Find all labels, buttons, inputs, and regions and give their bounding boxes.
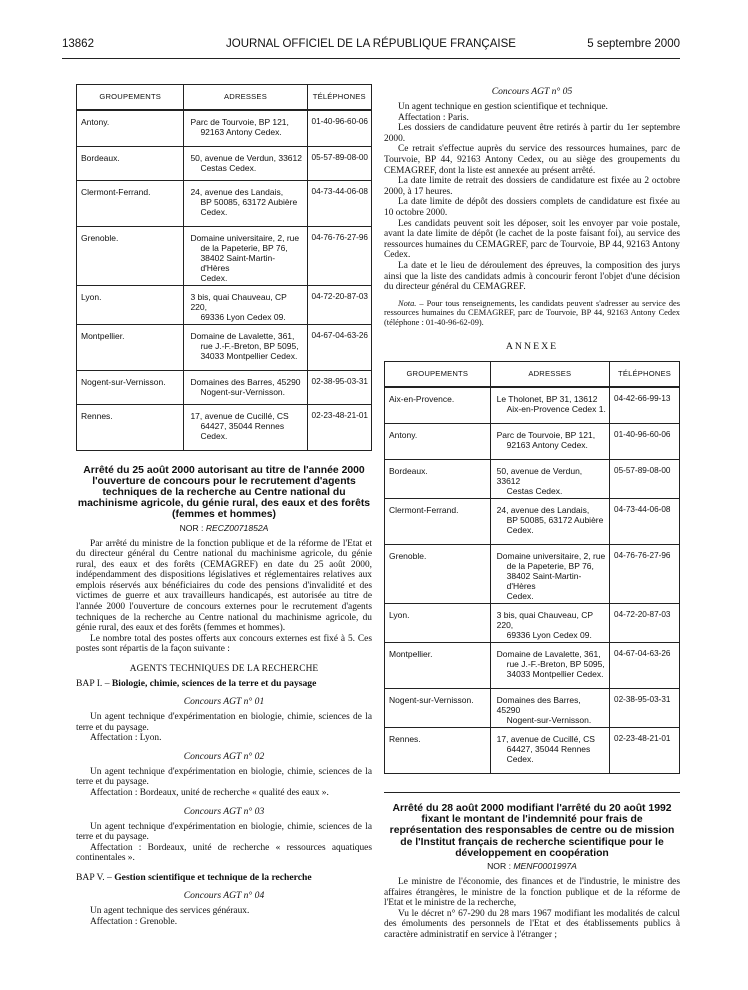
cell-groupement: Antony.	[385, 423, 491, 459]
cell-adresse	[490, 727, 609, 773]
issue-date: 5 septembre 2000	[587, 38, 680, 50]
address-line: 24, avenue des Landais,	[496, 504, 590, 515]
cell-groupement: Grenoble.	[385, 544, 491, 603]
cell-groupement: Lyon.	[385, 603, 491, 642]
cell-groupement: Antony.	[77, 110, 184, 146]
table-row	[385, 727, 680, 773]
concours-05-text: Un agent technique en gestion scientifique et technique.	[398, 102, 608, 112]
address-line: BP 50085, 63172 Aubière	[200, 196, 298, 207]
address-line: Cestas Cedex.	[200, 162, 257, 173]
address-line: Cestas Cedex.	[506, 485, 563, 496]
address-line: de la Papeterie, BP 76,	[506, 560, 594, 571]
concours-02-text: Un agent technique d'expérimentation en biologie, chimie, sciences de la terre et du paysage.	[76, 766, 372, 788]
nor-label: NOR :	[487, 860, 514, 871]
cell-telephone: 02-23-48-21-01	[307, 404, 371, 450]
page-number: 13862	[62, 38, 94, 50]
address-line: Cedex.	[506, 524, 534, 535]
cell-telephone: 02-23-48-21-01	[610, 727, 680, 773]
cell-adresse	[490, 387, 609, 423]
table-row	[77, 180, 372, 226]
address-line: Domaine universitaire, 2, rue	[190, 232, 300, 243]
address-line: rue J.-F.-Breton, BP 5095,	[506, 658, 605, 669]
col-header-adresses: ADRESSES	[184, 85, 307, 111]
right-para-5: Les candidats peuvent soit les déposer, soit les envoyer par voie postale, avant la date limite de dépôt (le cachet de la poste faisant foi), au service des ressources humaines du CEMAGREF, parc de Tourvoie, BP 44, 92163 Antony Cedex.	[384, 218, 680, 261]
table-row	[385, 423, 680, 459]
address-line: Cedex.	[506, 590, 534, 601]
groupements-table-left	[76, 84, 372, 451]
cell-adresse	[184, 370, 307, 404]
concours-04-text: Un agent technique des services généraux.	[90, 905, 250, 916]
arrete-1-title: Arrêté du 25 août 2000 autorisant au titre de l'année 2000 l'ouverture de concours pour le recrutement d'agents techniques de la recherche au Centre national du machinisme agricole, du génie rural, des eaux et des forêts (femmes et hommes)	[77, 464, 371, 521]
cell-adresse	[490, 603, 609, 642]
table-row	[77, 324, 372, 370]
address-line: BP 50085, 63172 Aubière	[506, 514, 604, 525]
col-header-adresses: ADRESSES	[490, 362, 609, 388]
cell-telephone: 04-73-44-06-08	[307, 180, 371, 226]
page-header	[62, 38, 680, 56]
nor-code: RECZ0071852A	[205, 522, 269, 533]
table-row	[77, 404, 372, 450]
cell-telephone: 04-73-44-06-08	[610, 498, 680, 544]
cell-adresse	[490, 688, 609, 727]
cell-telephone: 04-67-04-63-26	[610, 642, 680, 688]
bap-1-heading	[76, 678, 372, 689]
concours-03-text: Un agent technique d'expérimentation en biologie, chimie, sciences de la terre et du paysage.	[76, 821, 372, 843]
col-header-groupements: GROUPEMENTS	[385, 362, 491, 388]
nor-label: NOR :	[179, 522, 206, 533]
cell-adresse	[490, 544, 609, 603]
col-header-groupements: GROUPEMENTS	[77, 85, 184, 111]
address-line: 50, avenue de Verdun, 33612	[190, 152, 302, 163]
cell-groupement: Bordeaux.	[77, 146, 184, 180]
right-para-1: Les dossiers de candidature peuvent être retirés à partir du 1er septembre 2000.	[384, 123, 680, 144]
address-line: Cedex.	[200, 272, 228, 283]
arrete-1-para-2: Le nombre total des postes offerts aux concours externes est fixé à 5. Ces postes sont répartis de la façon suivante :	[76, 633, 372, 655]
cell-telephone: 04-42-66-99-13	[610, 387, 680, 423]
cell-telephone: 01-40-96-60-06	[307, 110, 371, 146]
cell-telephone: 02-38-95-03-31	[610, 688, 680, 727]
cell-telephone: 04-72-20-87-03	[610, 603, 680, 642]
concours-04-affectation: Affectation : Grenoble.	[90, 916, 178, 927]
arrete-2-nor	[384, 861, 680, 871]
journal-title: JOURNAL OFFICIEL DE LA RÉPUBLIQUE FRANÇAISE	[226, 38, 516, 50]
right-para-3: La date limite de retrait des dossiers de candidature est fixée au 2 octobre 2000, à 17 heures.	[384, 176, 680, 197]
concours-05-affectation: Affectation : Paris.	[398, 112, 469, 123]
cell-groupement: Clermont-Ferrand.	[385, 498, 491, 544]
address-line: 34033 Montpellier Cedex.	[506, 668, 604, 679]
cell-adresse	[184, 324, 307, 370]
address-line: Domaine de Lavalette, 361,	[496, 648, 601, 659]
concours-01-title: Concours AGT n° 01	[183, 696, 265, 708]
cell-telephone: 04-67-04-63-26	[307, 324, 371, 370]
address-line: 24, avenue des Landais,	[190, 186, 284, 197]
table-row	[77, 285, 372, 324]
right-para-2: Ce retrait s'effectue auprès du service des ressources humaines, parc de Tourvoie, BP 44, 92163 Antony Cedex, ou au siège des groupements du CEMAGREF, dont la liste est annexée au présent arrêté.	[384, 144, 680, 176]
cell-groupement: Montpellier.	[77, 324, 184, 370]
address-line: 50, avenue de Verdun, 33612	[496, 465, 583, 486]
cell-adresse	[490, 642, 609, 688]
address-line: Parc de Tourvoie, BP 121,	[496, 429, 596, 440]
address-line: 64427, 35044 Rennes	[200, 420, 285, 431]
address-line: Aix-en-Provence Cedex 1.	[506, 404, 606, 415]
table-header-row	[77, 85, 372, 111]
address-line: de la Papeterie, BP 76,	[200, 242, 288, 253]
table-row	[77, 226, 372, 285]
right-para-6: La date et le lieu de déroulement des épreuves, la composition des jurys ainsi que la liste des candidats admis à concourir feront l'objet d'une décision du directeur général du CEMAGREF.	[384, 260, 680, 293]
right-para-4: La date limite de dépôt des dossiers complets de candidature est fixée au 10 octobre 2000.	[384, 197, 680, 218]
table-row	[77, 370, 372, 404]
cell-telephone: 04-76-76-27-96	[610, 544, 680, 603]
cell-groupement: Bordeaux.	[385, 459, 491, 498]
annexe-title: ANNEXE	[505, 341, 559, 353]
table-row	[77, 110, 372, 146]
bap-5-heading	[76, 872, 372, 883]
table-row	[77, 146, 372, 180]
concours-04-title: Concours AGT n° 04	[183, 889, 265, 901]
table-header-row	[385, 362, 680, 388]
arrete-2-para-2: Vu le décret n° 67-290 du 28 mars 1967 modifiant les modalités de calcul des émoluments des personnels de l'Etat et des établissements publics à caractère administratif en service à l'étranger ;	[384, 908, 680, 940]
address-line: Domaine universitaire, 2, rue	[496, 550, 606, 561]
address-line: 17, avenue de Cucillé, CS	[190, 410, 289, 421]
cell-telephone: 02-38-95-03-31	[307, 370, 371, 404]
cell-telephone: 04-76-76-27-96	[307, 226, 371, 285]
table-row	[385, 603, 680, 642]
arrete-1-nor	[76, 523, 372, 533]
cell-adresse	[184, 180, 307, 226]
cell-adresse	[490, 423, 609, 459]
concours-01-affectation: Affectation : Lyon.	[90, 733, 162, 744]
bap-5-title: Gestion scientifique et technique de la recherche	[114, 871, 312, 883]
bap-5-prefix: BAP V. –	[76, 871, 115, 883]
address-line: 34033 Montpellier Cedex.	[200, 350, 298, 361]
address-line: Domaines des Barres, 45290	[496, 694, 581, 715]
cell-adresse	[184, 285, 307, 324]
groupements-table-right	[384, 361, 680, 774]
cell-groupement: Nogent-sur-Vernisson.	[77, 370, 184, 404]
address-line: Cedex.	[506, 753, 534, 764]
section-title: AGENTS TECHNIQUES DE LA RECHERCHE	[129, 664, 319, 675]
address-line: Cedex.	[200, 206, 228, 217]
cell-groupement: Aix-en-Provence.	[385, 387, 491, 423]
address-line: Domaines des Barres, 45290	[190, 376, 301, 387]
cell-adresse	[184, 146, 307, 180]
address-line: 38402 Saint-Martin-d'Hères	[200, 252, 276, 273]
concours-03-affectation: Affectation : Bordeaux, unité de recherche « ressources aquatiques continentales ».	[76, 842, 372, 864]
address-line: 69336 Lyon Cedex 09.	[506, 629, 592, 640]
address-line: rue J.-F.-Breton, BP 5095,	[200, 340, 299, 351]
cell-adresse	[184, 110, 307, 146]
table-row	[385, 642, 680, 688]
section-separator	[384, 792, 680, 793]
cell-groupement: Lyon.	[77, 285, 184, 324]
table-row	[385, 459, 680, 498]
address-line: Nogent-sur-Vernisson.	[200, 386, 286, 397]
address-line: Parc de Tourvoie, BP 121,	[190, 117, 289, 127]
concours-01-text: Un agent technique d'expérimentation en biologie, chimie, sciences de la terre et du paysage.	[76, 712, 372, 733]
address-line: 3 bis, quai Chauveau, CP 220,	[190, 291, 287, 312]
address-line: 64427, 35044 Rennes	[506, 743, 591, 754]
col-header-telephones: TÉLÉPHONES	[610, 362, 680, 388]
table-row	[385, 498, 680, 544]
table-row	[385, 688, 680, 727]
col-header-telephones: TÉLÉPHONES	[307, 85, 371, 111]
cell-telephone: 05-57-89-08-00	[610, 459, 680, 498]
address-line: 92163 Antony Cedex.	[200, 127, 282, 137]
cell-telephone: 01-40-96-60-06	[610, 423, 680, 459]
cell-telephone: 04-72-20-87-03	[307, 285, 371, 324]
address-line: 38402 Saint-Martin-d'Hères	[506, 570, 582, 591]
cell-telephone: 05-57-89-08-00	[307, 146, 371, 180]
arrete-1-para-1: Par arrêté du ministre de la fonction publique et de la réforme de l'Etat et du directeur général du Centre national du machinisme agricole, du génie rural, des eaux et des forêts (CEMAGREF) en date du 25 août 2000, indépendamment des dispositions législatives et réglementaires relatives aux emplois réservés aux bénéficiaires du code des pensions d'invalidité et des victimes de guerre et aux travailleurs handicapés, est autorisée au titre de l'année 2000 l'ouverture de concours externes pour le recrutement d'agents techniques de la recherche au Centre national du machinisme agricole, du génie rural, des eaux et des forêts (femmes et hommes).	[76, 538, 372, 634]
arrete-2-para-1: Le ministre de l'économie, des finances et de l'industrie, le ministre des affaires étrangères, le ministre de la fonction publique et de la réforme de l'Etat et le ministre de la recherche,	[384, 876, 680, 909]
bap-1-prefix: BAP I. –	[76, 678, 112, 690]
address-line: Nogent-sur-Vernisson.	[506, 714, 592, 725]
cell-groupement: Rennes.	[77, 404, 184, 450]
cell-adresse	[184, 226, 307, 285]
cell-groupement: Clermont-Ferrand.	[77, 180, 184, 226]
table-row	[385, 544, 680, 603]
cell-groupement: Montpellier.	[385, 642, 491, 688]
concours-02-affectation: Affectation : Bordeaux, unité de recherche « qualité des eaux ».	[90, 788, 329, 799]
nota-text: – Pour tous renseignements, les candidats peuvent s'adresser au service des ressources humaines du CEMAGREF, parc de Tourvoie, BP 44, 92163 Antony Cedex (téléphone : 01-40-96-62-09).	[384, 298, 680, 327]
nota	[384, 299, 680, 328]
address-line: 3 bis, quai Chauveau, CP 220,	[496, 609, 593, 630]
address-line: 69336 Lyon Cedex 09.	[200, 311, 286, 322]
cell-adresse	[490, 459, 609, 498]
concours-03-title: Concours AGT n° 03	[183, 805, 265, 817]
table-row	[385, 387, 680, 423]
nota-label: Nota.	[398, 298, 417, 308]
bap-1-title: Biologie, chimie, sciences de la terre et du paysage	[111, 678, 317, 690]
nor-code: MENF0001997A	[513, 860, 577, 871]
right-column	[384, 86, 680, 941]
cell-adresse	[184, 404, 307, 450]
concours-05-title: Concours AGT n° 05	[491, 86, 573, 97]
cell-groupement: Rennes.	[385, 727, 491, 773]
cell-groupement: Nogent-sur-Vernisson.	[385, 688, 491, 727]
cell-groupement: Grenoble.	[77, 226, 184, 285]
address-line: Le Tholonet, BP 31, 13612	[496, 394, 598, 405]
address-line: 92163 Antony Cedex.	[506, 439, 588, 450]
address-line: Domaine de Lavalette, 361,	[190, 330, 295, 341]
header-rule	[62, 58, 680, 59]
arrete-2-title: Arrêté du 28 août 2000 modifiant l'arrêté du 20 août 1992 fixant le montant de l'indemnité pour frais de représentation des responsables de centre ou de mission de l'Institut français de recherche scientifique pour le développement en coopération	[389, 802, 675, 859]
left-column	[76, 84, 372, 927]
concours-02-title: Concours AGT n° 02	[183, 750, 265, 762]
address-line: Cedex.	[200, 430, 228, 441]
address-line: 17, avenue de Cucillé, CS	[496, 733, 595, 744]
cell-adresse	[490, 498, 609, 544]
